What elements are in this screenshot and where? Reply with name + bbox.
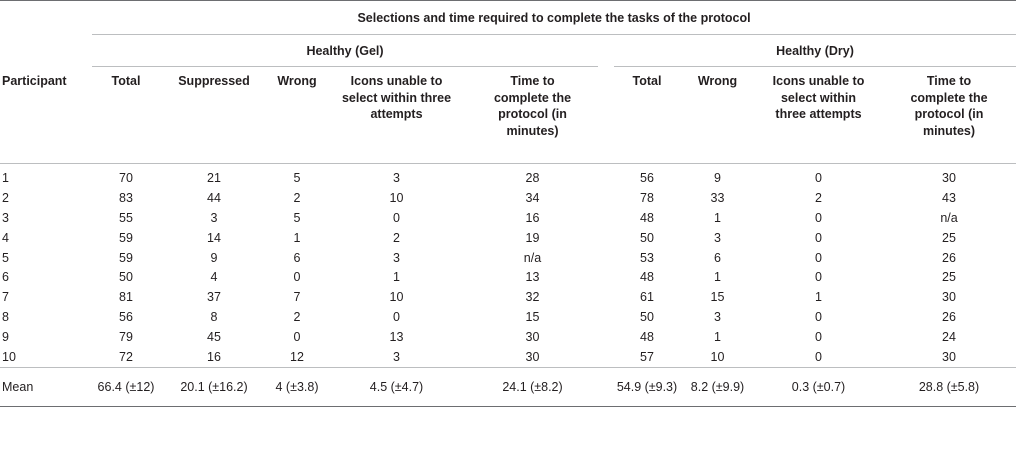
cell-dry-icons-unable: 0 <box>815 210 822 225</box>
cell-gel-total: 59 <box>119 250 133 265</box>
cell-gel-time: 19 <box>525 230 540 245</box>
cell-gel-total: 83 <box>119 190 133 205</box>
cell-dry-icons-unable: 0 <box>815 170 822 185</box>
cell-gel-suppressed: 16 <box>207 349 221 364</box>
col-gel-wrong: Wrong <box>277 74 317 88</box>
cell-participant: 1 <box>2 170 9 185</box>
cell-gap <box>598 248 614 268</box>
cell-dry-total: 56 <box>640 170 654 185</box>
table-row <box>0 228 1016 248</box>
group-gap <box>598 35 614 67</box>
mean-gel-total: 66.4 (±12) <box>92 367 160 406</box>
cell-dry-time: 25 <box>942 230 956 245</box>
mean-gel-suppressed: 20.1 (±16.2) <box>160 367 268 406</box>
cell-gel-total: 55 <box>119 210 133 225</box>
mean-row <box>0 367 1016 406</box>
cell-gel-time: 30 <box>525 349 540 364</box>
cell-dry-total: 61 <box>640 290 654 305</box>
cell-dry-wrong: 33 <box>710 190 725 205</box>
col-dry-wrong: Wrong <box>697 74 738 88</box>
cell-participant: 5 <box>2 250 9 265</box>
cell-gel-time: 34 <box>525 190 540 205</box>
cell-gel-suppressed: 37 <box>207 290 221 305</box>
cell-dry-icons-unable: 0 <box>815 330 822 345</box>
cell-gel-suppressed: 3 <box>210 210 218 225</box>
cell-gap <box>598 188 614 208</box>
col-gel-time: Time to complete the protocol (in minutes) <box>493 74 572 138</box>
cell-dry-wrong: 1 <box>714 330 721 345</box>
cell-participant: 9 <box>2 330 9 345</box>
cell-gel-icons-unable: 3 <box>393 170 400 185</box>
cell-dry-wrong: 1 <box>714 270 721 285</box>
col-dry-icons-unable: Icons unable to select within three attempts <box>772 74 865 121</box>
cell-gel-icons-unable: 13 <box>389 330 404 345</box>
cell-dry-wrong: 3 <box>714 230 721 245</box>
participant-spacer <box>0 1 92 35</box>
cell-gel-icons-unable: 10 <box>389 290 404 305</box>
mean-dry-time: 28.8 (±5.8) <box>882 367 1016 406</box>
cell-gap <box>598 267 614 287</box>
mean-dry-icons-unable: 0.3 (±0.7) <box>755 367 882 406</box>
cell-dry-time: 25 <box>942 270 956 285</box>
cell-participant: 4 <box>2 230 9 245</box>
cell-dry-wrong: 15 <box>710 290 725 305</box>
cell-gel-suppressed: 8 <box>210 310 218 325</box>
cell-gel-total: 79 <box>119 330 133 345</box>
cell-dry-time: 26 <box>942 310 956 325</box>
cell-gel-wrong: 2 <box>293 190 301 205</box>
cell-dry-total: 48 <box>640 330 654 345</box>
mean-gap <box>598 367 614 406</box>
cell-gel-wrong: 6 <box>293 250 301 265</box>
cell-gel-wrong: 1 <box>293 230 301 245</box>
col-gap <box>598 67 614 164</box>
cell-dry-icons-unable: 0 <box>815 310 822 325</box>
cell-dry-icons-unable: 0 <box>815 349 822 364</box>
cell-gel-wrong: 12 <box>290 349 304 364</box>
group-header-gel: Healthy (Gel) <box>92 35 598 67</box>
col-gel-total: Total <box>111 74 141 88</box>
cell-gap <box>598 228 614 248</box>
cell-participant: 8 <box>2 310 9 325</box>
cell-dry-icons-unable: 1 <box>815 290 822 305</box>
mean-dry-total: 54.9 (±9.3) <box>614 367 680 406</box>
table-row <box>0 267 1016 287</box>
cell-gap <box>598 327 614 347</box>
cell-dry-time: 24 <box>942 330 956 345</box>
cell-dry-time: n/a <box>940 210 958 225</box>
cell-dry-time: 26 <box>942 250 956 265</box>
cell-gel-wrong: 0 <box>293 330 301 345</box>
mean-participant: Mean <box>0 367 92 406</box>
cell-gel-time: 15 <box>525 310 540 325</box>
cell-gel-icons-unable: 0 <box>393 210 400 225</box>
table-row <box>0 188 1016 208</box>
cell-gap <box>598 287 614 307</box>
group-header-dry: Healthy (Dry) <box>614 35 1016 67</box>
cell-gel-total: 56 <box>119 310 133 325</box>
cell-gel-icons-unable: 10 <box>389 190 404 205</box>
table-row <box>0 208 1016 228</box>
cell-gel-icons-unable: 2 <box>393 230 400 245</box>
cell-gel-time: 13 <box>525 270 540 285</box>
table-row <box>0 327 1016 347</box>
col-gel-suppressed: Suppressed <box>178 74 250 88</box>
cell-dry-total: 53 <box>640 250 654 265</box>
cell-gel-suppressed: 44 <box>207 190 221 205</box>
cell-gel-time: 32 <box>525 290 540 305</box>
col-dry-time: Time to complete the protocol (in minutes) <box>910 74 988 138</box>
cell-gel-suppressed: 21 <box>207 170 221 185</box>
cell-gap <box>598 208 614 228</box>
table-row <box>0 248 1016 268</box>
cell-gel-icons-unable: 3 <box>393 349 400 364</box>
cell-gel-total: 81 <box>119 290 133 305</box>
table-row <box>0 307 1016 327</box>
cell-gel-wrong: 0 <box>293 270 301 285</box>
cell-gel-icons-unable: 3 <box>393 250 400 265</box>
cell-gel-wrong: 7 <box>293 290 301 305</box>
cell-dry-total: 50 <box>640 230 654 245</box>
cell-dry-total: 50 <box>640 310 654 325</box>
cell-gel-suppressed: 9 <box>210 250 218 265</box>
cell-gel-total: 50 <box>119 270 133 285</box>
cell-dry-wrong: 9 <box>714 170 721 185</box>
cell-gel-suppressed: 14 <box>207 230 221 245</box>
cell-participant: 2 <box>2 190 9 205</box>
cell-gel-total: 59 <box>119 230 133 245</box>
mean-dry-wrong: 8.2 (±9.9) <box>680 367 755 406</box>
cell-dry-icons-unable: 0 <box>815 250 822 265</box>
cell-dry-total: 48 <box>640 270 654 285</box>
cell-participant: 7 <box>2 290 9 305</box>
cell-dry-total: 78 <box>640 190 654 205</box>
cell-participant: 6 <box>2 270 9 285</box>
cell-dry-time: 43 <box>942 190 956 205</box>
cell-dry-icons-unable: 0 <box>815 270 822 285</box>
cell-gap <box>598 307 614 327</box>
cell-participant: 3 <box>2 210 9 225</box>
cell-dry-wrong: 1 <box>714 210 721 225</box>
table-caption: Selections and time required to complete the tasks of the protocol <box>92 1 1016 35</box>
cell-gel-total: 72 <box>119 349 133 364</box>
cell-gel-time: 28 <box>525 170 540 185</box>
cell-gap <box>598 347 614 367</box>
table-row <box>0 347 1016 367</box>
cell-dry-total: 48 <box>640 210 654 225</box>
table-row <box>0 164 1016 188</box>
cell-gel-time: n/a <box>523 250 542 265</box>
cell-dry-time: 30 <box>942 170 956 185</box>
mean-gel-wrong: 4 (±3.8) <box>268 367 326 406</box>
col-participant: Participant <box>2 73 67 88</box>
cell-gel-suppressed: 45 <box>207 330 221 345</box>
cell-dry-time: 30 <box>942 290 956 305</box>
cell-gel-time: 16 <box>525 210 540 225</box>
cell-gel-icons-unable: 0 <box>393 310 400 325</box>
cell-dry-wrong: 6 <box>714 250 721 265</box>
cell-gel-total: 70 <box>119 170 133 185</box>
cell-participant: 10 <box>2 349 16 364</box>
mean-gel-time: 24.1 (±8.2) <box>467 367 598 406</box>
cell-gel-wrong: 5 <box>293 210 301 225</box>
cell-gel-time: 30 <box>525 330 540 345</box>
cell-dry-total: 57 <box>640 349 654 364</box>
cell-gel-icons-unable: 1 <box>393 270 400 285</box>
cell-gel-wrong: 2 <box>293 310 301 325</box>
cell-gap <box>598 164 614 188</box>
mean-gel-icons-unable: 4.5 (±4.7) <box>326 367 467 406</box>
col-dry-total: Total <box>632 74 662 88</box>
cell-dry-icons-unable: 0 <box>815 230 822 245</box>
participant-spacer-2 <box>0 35 92 67</box>
table-body <box>0 164 1016 407</box>
cell-dry-icons-unable: 2 <box>815 190 822 205</box>
cell-dry-wrong: 3 <box>714 310 721 325</box>
col-gel-icons-unable: Icons unable to select within three attempts <box>341 74 452 121</box>
table-row <box>0 287 1016 307</box>
cell-dry-wrong: 10 <box>710 349 725 364</box>
cell-gel-suppressed: 4 <box>210 270 218 285</box>
cell-dry-time: 30 <box>942 349 956 364</box>
cell-gel-wrong: 5 <box>293 170 301 185</box>
